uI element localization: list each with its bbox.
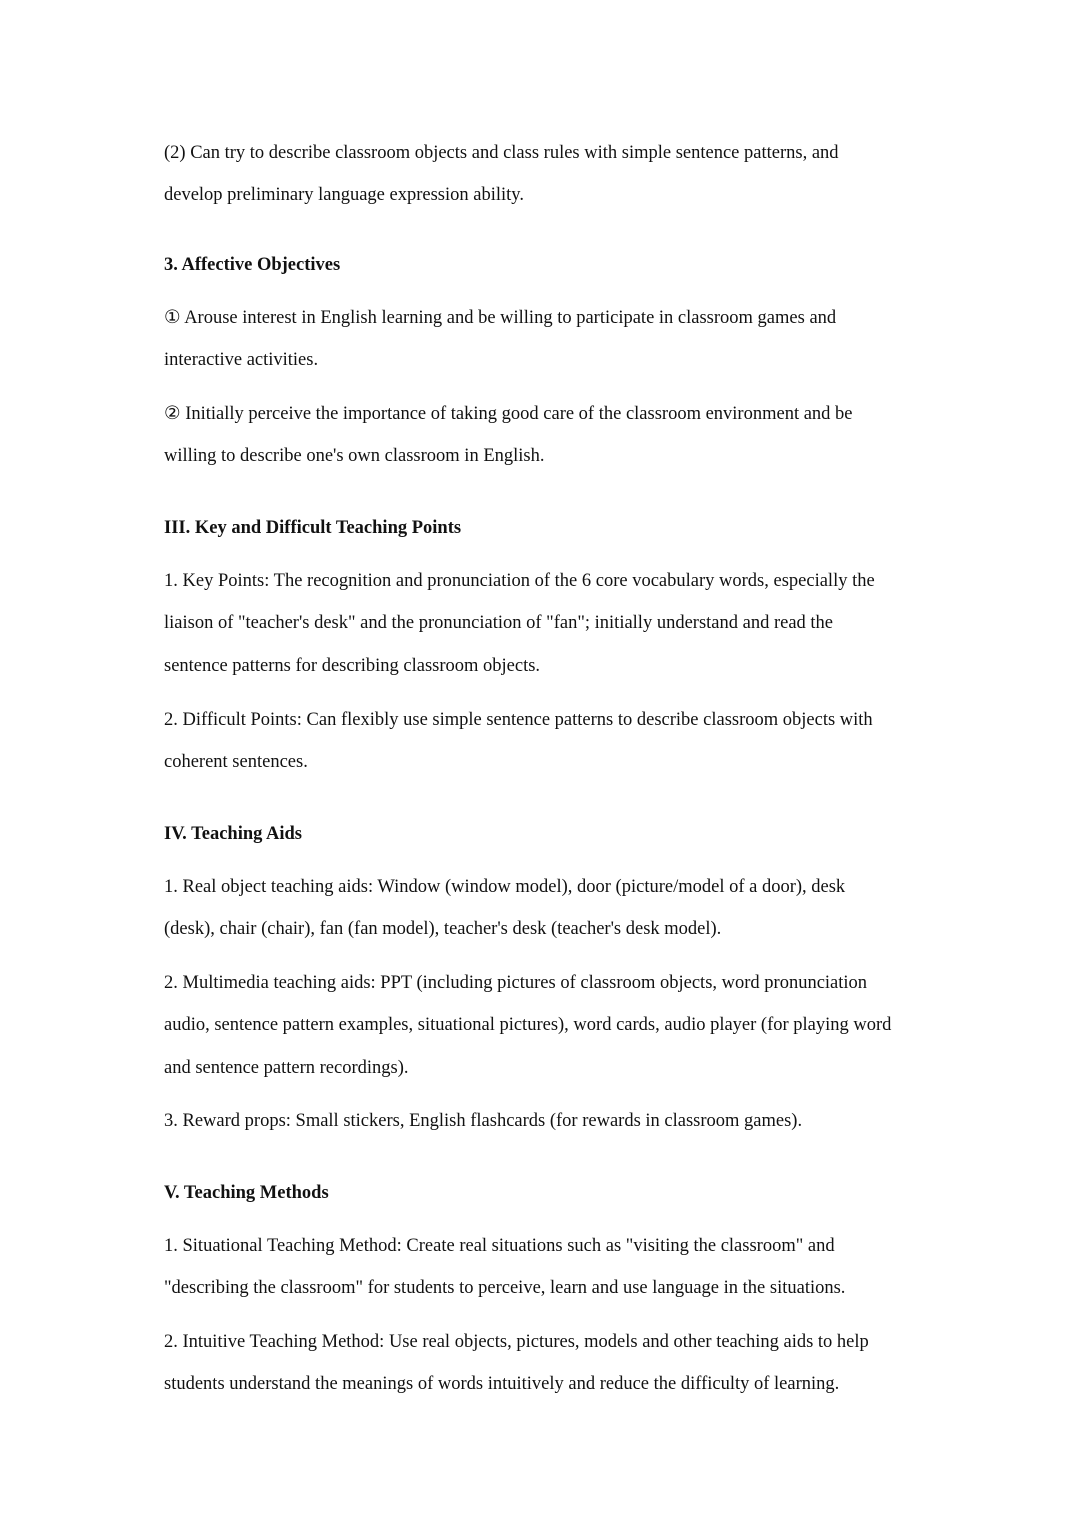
text-line: develop preliminary language expression ability. — [164, 185, 524, 205]
text-line: (desk), chair (chair), fan (fan model), teacher's desk (teacher's desk model). — [164, 919, 722, 939]
text-line: 1. Key Points: The recognition and pronunciation of the 6 core vocabulary words, especially the — [164, 571, 875, 591]
text-line: audio, sentence pattern examples, situational pictures), word cards, audio player (for playing word — [164, 1015, 892, 1035]
text-line: 1. Situational Teaching Method: Create real situations such as "visiting the classroom" and — [164, 1236, 835, 1256]
text-line: 2. Difficult Points: Can flexibly use simple sentence patterns to describe classroom objects with — [164, 710, 873, 730]
text-line: (2) Can try to describe classroom objects and class rules with simple sentence patterns, and — [164, 143, 839, 163]
text-line: 2. Multimedia teaching aids: PPT (including pictures of classroom objects, word pronunciation — [164, 973, 868, 993]
text-line: interactive activities. — [164, 350, 319, 370]
text-line: liaison of "teacher's desk" and the pronunciation of "fan"; initially understand and read the — [164, 613, 834, 633]
heading-teaching-aids: IV. Teaching Aids — [164, 824, 302, 844]
heading-affective-objectives: 3. Affective Objectives — [164, 255, 341, 275]
text-line: ① Arouse interest in English learning and be willing to participate in classroom games and — [164, 308, 837, 328]
text-line: willing to describe one's own classroom in English. — [164, 446, 545, 466]
text-line: 2. Intuitive Teaching Method: Use real objects, pictures, models and other teaching aids to help — [164, 1332, 869, 1352]
text-line: and sentence pattern recordings). — [164, 1058, 409, 1078]
text-line: "describing the classroom" for students to perceive, learn and use language in the situations. — [164, 1278, 846, 1298]
text-line: coherent sentences. — [164, 752, 308, 772]
text-line: 3. Reward props: Small stickers, English flashcards (for rewards in classroom games). — [164, 1111, 803, 1131]
heading-key-difficult-points: III. Key and Difficult Teaching Points — [164, 518, 462, 538]
text-line: 1. Real object teaching aids: Window (window model), door (picture/model of a door), desk — [164, 877, 846, 897]
heading-teaching-methods: V. Teaching Methods — [164, 1183, 329, 1203]
text-line: ② Initially perceive the importance of taking good care of the classroom environment and be — [164, 404, 853, 424]
text-line: students understand the meanings of words intuitively and reduce the difficulty of learning. — [164, 1374, 840, 1394]
text-line: sentence patterns for describing classroom objects. — [164, 656, 541, 676]
